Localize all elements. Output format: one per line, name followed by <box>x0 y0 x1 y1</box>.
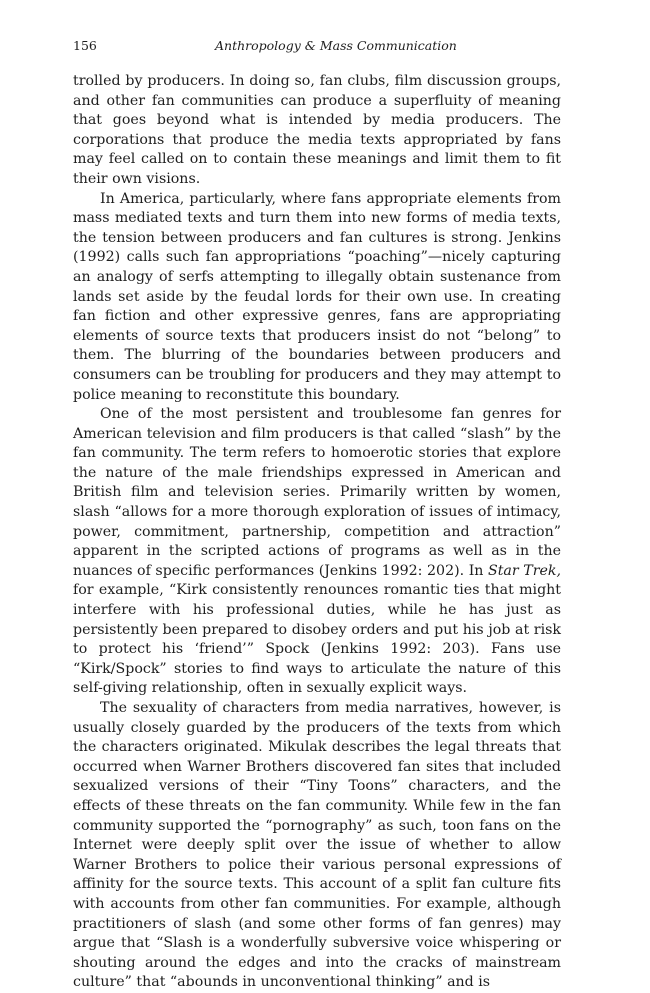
paragraph-3 <box>73 405 561 699</box>
paragraph-4: The sexuality of characters from media narratives, however, is usually closely guarded by the producers of the texts from which the characters originated. Mikulak describes the legal threats that occurred when Warner Brothers discovered fan sites that included sexualized versions of their “Tiny Toons” characters, and the effects of these threats on the fan community. While few in the fan community supported the “pornography” as such, toon fans on the Internet were deeply split over the issue of whether to allow Warner Brothers to police their various personal expressions of affinity for the source texts. This account of a split fan culture fits with accounts from other fan communities. For example, although practitioners of slash (and some other forms of fan genres) may argue that “Slash is a wonderfully subversive voice whispering or shouting around the edges and into the cracks of mainstream culture” that “abounds in unconventional thinking” and is <box>73 700 561 991</box>
star-trek-title: Star Trek, <box>488 562 561 579</box>
book-page <box>73 38 561 993</box>
paragraph-3-text-b: for example, “Kirk consistently renounces romantic ties that might interfere with his professional duties, while he has just as persistently been prepared to disobey orders and put his job at risk to protect his ‘friend’” Spock (Jenkins 1992: 203). Fans use “Kirk/Spock” stories to find ways to articulate the nature of this self-giving relationship, often in sexually explicit ways. <box>73 582 561 697</box>
body-text <box>73 72 561 993</box>
running-title: Anthropology & Mass Communication <box>215 38 457 53</box>
paragraph-1: trolled by producers. In doing so, fan clubs, film discussion groups, and other fan communities can produce a superfluity of meaning that goes beyond what is intended by media producers. The corporations that produce the media texts appropriated by fans may feel called on to contain these meanings and limit them to fit their own visions. <box>73 73 561 187</box>
paragraph-3-text-a: One of the most persistent and troublesome fan genres for American television and film producers is that called “slash” by the fan community. The term refers to homoerotic stories that explore the nature of the male friendships expressed in American and British film and television series. Primarily written by women, slash “allows for a more thorough exploration of issues of intimacy, power, commitment, partnership, competition and attraction” apparent in the scripted actions of programs as well as in the nuances of specific performances (Jenkins 1992: 202). In <box>73 406 561 579</box>
page-number: 156 <box>73 38 97 53</box>
running-header <box>73 38 561 60</box>
paragraph-2: In America, particularly, where fans appropriate elements from mass mediated texts and turn them into new forms of media texts, the tension between producers and fan cultures is strong. Jenkins (1992) calls such fan appropriations “poaching”—nicely capturing an analogy of serfs attempting to illegally obtain sustenance from lands set aside by the feudal lords for their own use. In creating fan fiction and other expressive genres, fans are appropriating elements of source texts that producers insist do not “belong” to them. The blurring of the boundaries between producers and consumers can be troubling for producers and they may attempt to police meaning to reconstitute this boundary. <box>73 190 561 403</box>
